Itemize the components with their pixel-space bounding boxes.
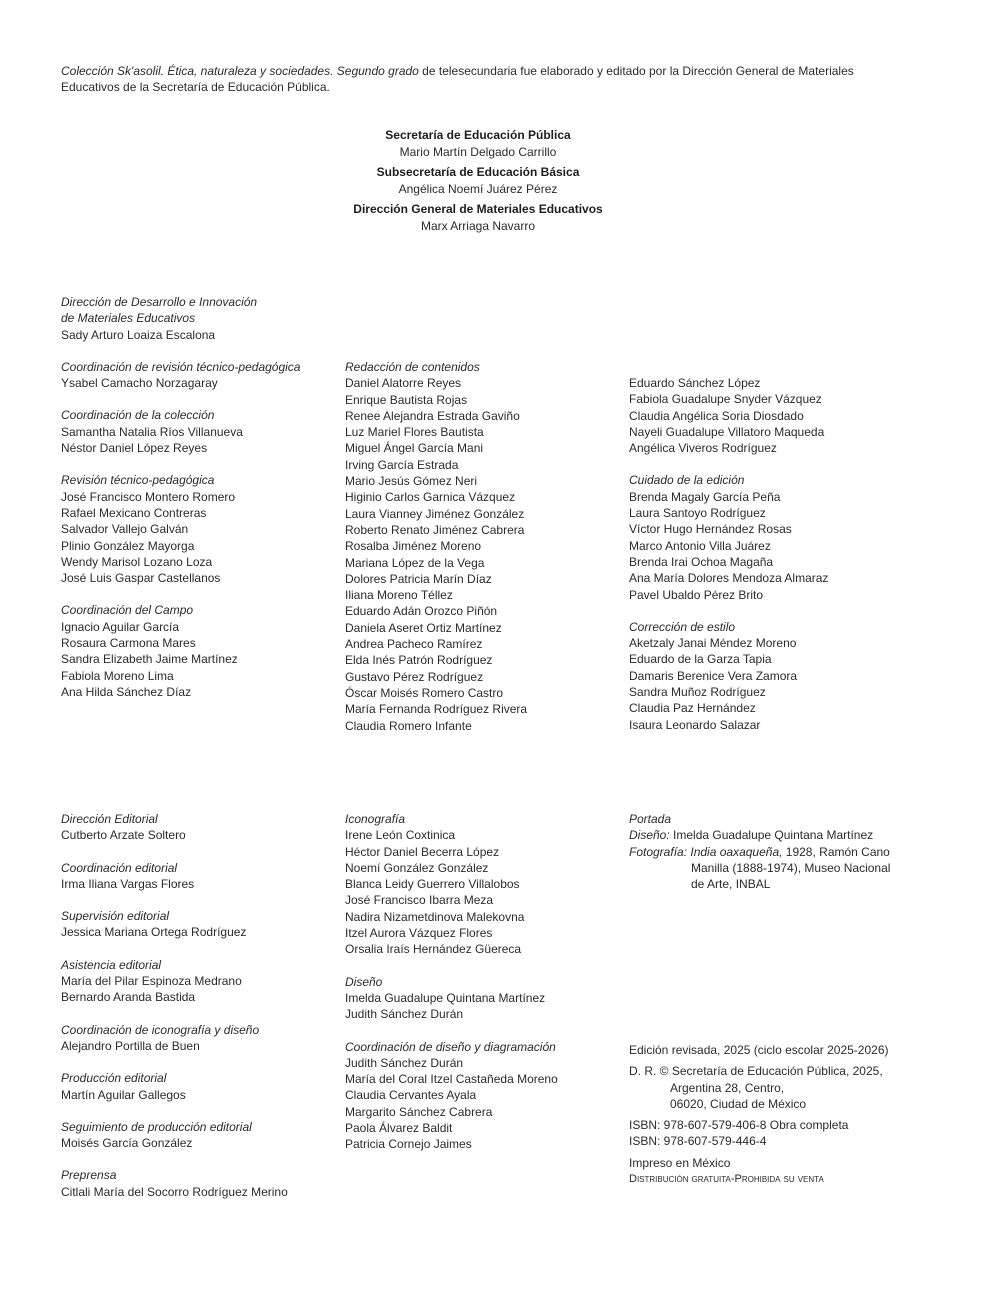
credit-role: Coordinación de la colección (61, 408, 215, 423)
credit-role: Preprensa (61, 1168, 117, 1183)
credit-name: Alejandro Portilla de Buen (61, 1038, 200, 1053)
credit-name: Rosalba Jiménez Moreno (345, 539, 482, 554)
credit-block (61, 359, 331, 392)
credit-name: Claudia Cervantes Ayala (345, 1088, 477, 1103)
credit-name: Imelda Guadalupe Quintana Martínez (345, 990, 546, 1005)
credit-name: Ana Hilda Sánchez Díaz (61, 684, 192, 699)
credit-block (61, 294, 331, 343)
credit-name: Irving García Estrada (345, 457, 459, 472)
credit-name: Dolores Patricia Marín Díaz (345, 571, 492, 586)
credit-name: Jessica Mariana Ortega Rodríguez (61, 925, 247, 940)
credit-name: Fabiola Guadalupe Snyder Vázquez (629, 392, 822, 407)
credit-role: Revisión técnico-pedagógica (61, 473, 215, 488)
credit-name: Brenda Irai Ochoa Magaña (629, 554, 774, 569)
credit-name: Ignacio Aguilar García (61, 619, 180, 634)
colophon (629, 1042, 929, 1187)
credit-role: Dirección Editorial (61, 812, 158, 826)
credit-name: Plinio González Mayorga (61, 538, 195, 553)
authority-org: Subsecretaría de Educación Básica (376, 165, 580, 179)
free-distribution-notice: Distribución gratuita-Prohibida su venta (629, 1173, 824, 1186)
credit-name: María del Coral Itzel Castañeda Moreno (345, 1072, 558, 1087)
credit-block (61, 1022, 331, 1055)
credit-name: Damaris Berenice Vera Zamora (629, 668, 798, 683)
credit-name: María Fernanda Rodríguez Rivera (345, 702, 528, 717)
address-line: Argentina 28, Centro, (670, 1080, 785, 1095)
credit-name: Martín Aguilar Gallegos (61, 1087, 186, 1102)
credit-block (61, 1167, 331, 1200)
credit-name: Claudia Romero Infante (345, 718, 472, 733)
credit-name: José Francisco Montero Romero (61, 489, 236, 504)
credit-block (61, 407, 331, 456)
credit-name: Gustavo Pérez Rodríguez (345, 669, 484, 684)
intro-paragraph (61, 63, 901, 95)
credit-name: Ysabel Camacho Norzagaray (61, 376, 218, 391)
credit-name: Nadira Nizametdinova Malekovna (345, 909, 525, 924)
credit-name: Itzel Aurora Vázquez Flores (345, 926, 493, 941)
credit-name: Miguel Ángel García Mani (345, 441, 484, 456)
credit-name: Sandra Elizabeth Jaime Martínez (61, 652, 238, 667)
credit-name: Margarito Sánchez Cabrera (345, 1104, 493, 1119)
credit-role: Seguimiento de producción editorial (61, 1119, 252, 1134)
credit-role: Coordinación de revisión técnico-pedagógica (61, 359, 301, 374)
copyright-line: D. R. © Secretaría de Educación Pública, 2025, (629, 1064, 883, 1079)
credit-name: José Francisco Ibarra Meza (345, 893, 494, 908)
credit-block (61, 1070, 331, 1103)
printed-in: Impreso en México (629, 1155, 731, 1170)
credit-name: Wendy Marisol Lozano Loza (61, 554, 213, 569)
credit-name: Samantha Natalia Ríos Villanueva (61, 424, 243, 439)
credit-name: Sandra Muñoz Rodríguez (629, 685, 766, 700)
credits-column-top-left (61, 294, 331, 716)
credit-name: Víctor Hugo Hernández Rosas (629, 522, 792, 537)
credit-name: Brenda Magaly García Peña (629, 489, 781, 504)
credit-name: Nayeli Guadalupe Villatoro Maqueda (629, 424, 825, 439)
credit-block (345, 811, 615, 958)
credit-name: Marco Antonio Villa Juárez (629, 538, 771, 553)
credits-column-bottom-left (61, 811, 331, 1216)
credit-name: Bernardo Aranda Bastida (61, 990, 196, 1005)
credit-name: Eduardo Adán Orozco Piñón (345, 604, 498, 619)
credit-name: Enrique Bautista Rojas (345, 392, 468, 407)
credit-name: Héctor Daniel Becerra López (345, 844, 500, 859)
credit-role: Iconografía (345, 812, 406, 826)
intro-title: Colección Sk'asolil. Ética, naturaleza y sociedades. Segundo grado (61, 64, 419, 78)
credit-name: Claudia Angélica Soria Diosdado (629, 408, 804, 423)
cover-photo-credit: Manilla (1888-1974), Museo Nacional (691, 860, 891, 875)
credit-name: Mariana López de la Vega (345, 555, 485, 570)
credit-name: Mario Jesús Gómez Neri (345, 474, 478, 489)
credit-name: Claudia Paz Hernández (629, 701, 756, 716)
credit-name: Ana María Dolores Mendoza Almaraz (629, 571, 829, 586)
credit-name: Aketzaly Janai Méndez Moreno (629, 636, 797, 651)
credit-block (61, 860, 331, 893)
authority-person: Mario Martín Delgado Carrillo (399, 144, 557, 159)
credit-name: Daniel Alatorre Reyes (345, 376, 462, 391)
credit-name: Irene León Coxtinica (345, 828, 456, 843)
credit-role: Dirección de Desarrollo e Innovación (61, 295, 258, 309)
credit-name: Roberto Renato Jiménez Cabrera (345, 522, 525, 537)
credit-name: Laura Vianney Jiménez González (345, 506, 525, 521)
credit-name: Noemí González González (345, 860, 489, 875)
credit-role: Redacción de contenidos (345, 360, 480, 374)
credit-name: Pavel Ubaldo Pérez Brito (629, 587, 764, 602)
credit-name: Isaura Leonardo Salazar (629, 717, 761, 732)
credit-name: Elda Inés Patrón Rodríguez (345, 653, 493, 668)
isbn-line: ISBN: 978-607-579-446-4 (629, 1134, 767, 1149)
credit-block (61, 811, 331, 844)
credit-name: Iliana Moreno Téllez (345, 588, 453, 603)
credit-role: Coordinación editorial (61, 860, 178, 875)
credit-name: Rafael Mexicano Contreras (61, 505, 207, 520)
credit-role: Corrección de estilo (629, 619, 736, 634)
credit-role: Asistencia editorial (61, 957, 162, 972)
credit-role: Coordinación de iconografía y diseño (61, 1022, 260, 1037)
credit-name: Eduardo Sánchez López (629, 376, 761, 390)
credit-block (629, 619, 919, 733)
credit-name: Moisés García González (61, 1136, 193, 1151)
credit-name: Renee Alejandra Estrada Gaviño (345, 408, 520, 423)
isbn-line: ISBN: 978-607-579-406-8 Obra completa (629, 1118, 849, 1133)
credit-block (61, 1119, 331, 1152)
credit-name: Orsalia Iraís Hernández Güereca (345, 942, 522, 957)
credits-column-bottom-middle (345, 811, 615, 1169)
cover-photo-label: Fotografía: (629, 844, 688, 859)
credit-block (61, 472, 331, 586)
cover-photo-credit: 1928, Ramón Cano (782, 844, 890, 859)
credit-name: Fabiola Moreno Lima (61, 668, 174, 683)
credit-role: de Materiales Educativos (61, 311, 196, 326)
credit-name: Salvador Vallejo Galván (61, 522, 189, 537)
credits-column-top-right (629, 375, 919, 749)
credit-block (61, 908, 331, 941)
credit-role: Cuidado de la edición (629, 473, 745, 488)
credit-name: Blanca Leidy Guerrero Villalobos (345, 877, 520, 892)
credit-block (629, 472, 919, 602)
edition-line: Edición revisada, 2025 (ciclo escolar 2025-2026) (629, 1043, 889, 1057)
credit-name: Patricia Cornejo Jaimes (345, 1137, 472, 1152)
credit-block (345, 974, 615, 1023)
credit-role: Producción editorial (61, 1071, 167, 1086)
credit-name: María del Pilar Espinoza Medrano (61, 974, 242, 989)
credit-name: Citlali María del Socorro Rodríguez Merino (61, 1184, 288, 1199)
credit-name: Andrea Pacheco Ramírez (345, 637, 483, 652)
credit-name: Daniela Aseret Ortiz Martínez (345, 620, 502, 635)
cover-title: Portada (629, 812, 672, 826)
authority-person: Angélica Noemí Juárez Pérez (398, 181, 558, 196)
credit-block (629, 375, 919, 456)
credit-name: Sady Arturo Loaiza Escalona (61, 327, 216, 342)
cover-photo-credit: de Arte, INBAL (691, 877, 771, 892)
credit-name: Cutberto Arzate Soltero (61, 828, 186, 843)
intro-text: de telesecundaria fue elaborado y editado por la Dirección General de Materiales Educativos de la Secretaría de Educación Pública. (61, 64, 854, 94)
credit-name: Paola Álvarez Baldit (345, 1121, 453, 1136)
credit-name: Angélica Viveros Rodríguez (629, 441, 777, 456)
credit-name: Luz Mariel Flores Bautista (345, 425, 484, 440)
credit-name: Néstor Daniel López Reyes (61, 441, 208, 456)
authority-org: Dirección General de Materiales Educativos (353, 202, 603, 216)
credit-role: Supervisión editorial (61, 909, 170, 924)
cover-design-label: Diseño: (629, 828, 670, 843)
credit-block (61, 602, 331, 700)
authority-person: Marx Arriaga Navarro (420, 218, 536, 233)
address-line: 06020, Ciudad de México (670, 1096, 807, 1111)
credit-name: Judith Sánchez Durán (345, 1007, 464, 1022)
authority-org: Secretaría de Educación Pública (385, 128, 571, 142)
credit-name: Judith Sánchez Durán (345, 1055, 464, 1070)
credit-name: Óscar Moisés Romero Castro (345, 685, 504, 700)
credit-role: Coordinación del Campo (61, 603, 194, 618)
credit-block (345, 1039, 615, 1153)
cover-design-name: Imelda Guadalupe Quintana Martínez (669, 828, 874, 843)
credit-name: Irma Iliana Vargas Flores (61, 876, 195, 891)
credit-name: Eduardo de la Garza Tapia (629, 652, 772, 667)
credit-name: Laura Santoyo Rodríguez (629, 506, 766, 521)
credit-name: Higinio Carlos Garnica Vázquez (345, 490, 516, 505)
cover-photo-title: India oaxaqueña, (687, 844, 783, 859)
authorities-block (278, 127, 678, 238)
credit-name: José Luis Gaspar Castellanos (61, 571, 221, 586)
cover-credits (629, 811, 929, 892)
credit-name: Rosaura Carmona Mares (61, 636, 196, 651)
credits-column-top-middle (345, 359, 615, 734)
credit-role: Diseño (345, 974, 383, 989)
credit-role: Coordinación de diseño y diagramación (345, 1039, 556, 1054)
credit-block (61, 957, 331, 1006)
